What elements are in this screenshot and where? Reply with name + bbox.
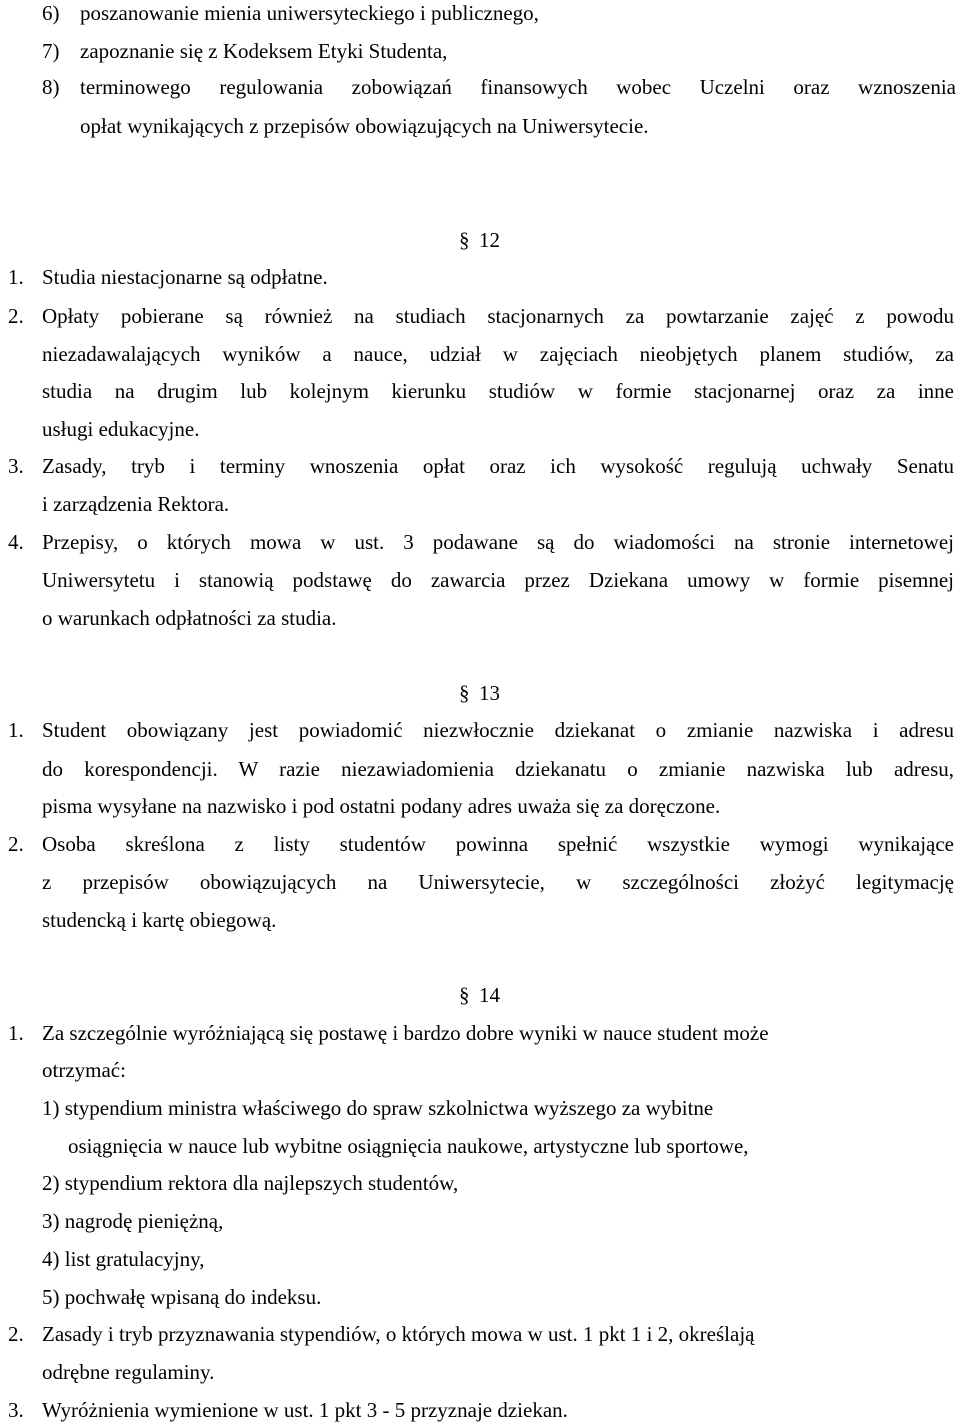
list-item-text: odrębne regulaminy. [42, 1360, 215, 1384]
section-sign-icon: § [459, 681, 470, 705]
list-item-number: 2. [8, 832, 24, 856]
list-item-text: Opłaty pobierane są również na studiach stacjonarnych za powtarzanie zajęć z powodu [42, 304, 954, 328]
list-item-text: otrzymać: [42, 1058, 126, 1082]
list-item-text: Studia niestacjonarne są odpłatne. [42, 265, 328, 289]
list-item-text: opłat wynikających z przepisów obowiązujących na Uniwersytecie. [80, 114, 649, 138]
list-item-text: Przepisy, o których mowa w ust. 3 podawane są do wiadomości na stronie internetowej [42, 530, 954, 554]
list-item-number: 1. [8, 718, 24, 742]
list-item-number: 2. [8, 1322, 24, 1346]
list-item-text: Osoba skreślona z listy studentów powinna spełnić wszystkie wymogi wynikające [42, 832, 954, 856]
list-item-text: Zasady i tryb przyznawania stypendiów, o których mowa w ust. 1 pkt 1 i 2, określają [42, 1322, 755, 1346]
list-item-text: Zasady, tryb i terminy wnoszenia opłat oraz ich wysokość regulują uchwały Senatu [42, 454, 954, 478]
sublist-item-text: 1) stypendium ministra właściwego do spraw szkolnictwa wyższego za wybitne [42, 1096, 714, 1120]
section-sign-icon: § [459, 228, 470, 252]
list-item-number: 4. [8, 530, 24, 554]
sublist-item-text: osiągnięcia w nauce lub wybitne osiągnięcia naukowe, artystyczne lub sportowe, [68, 1134, 749, 1158]
list-item-text: o warunkach odpłatności za studia. [42, 606, 337, 630]
list-item-text: zapoznanie się z Kodeksem Etyki Studenta, [80, 39, 448, 63]
list-item-text: do korespondencji. W razie niezawiadomienia dziekanatu o zmianie nazwiska lub adresu, [42, 757, 954, 781]
section-sign-icon: § [459, 983, 470, 1007]
list-item-text: z przepisów obowiązujących na Uniwersytecie, w szczególności złożyć legitymację [42, 870, 954, 894]
list-item-number: 8) [42, 75, 60, 99]
list-item-text: poszanowanie mienia uniwersyteckiego i publicznego, [80, 1, 539, 25]
list-item-text: Wyróżnienia wymienione w ust. 1 pkt 3 - 5 przyznaje dziekan. [42, 1398, 568, 1422]
list-item-number: 3. [8, 454, 24, 478]
section-heading-13: 13 [479, 681, 500, 705]
sublist-item-text: 2) stypendium rektora dla najlepszych studentów, [42, 1171, 459, 1195]
list-item-text: i zarządzenia Rektora. [42, 492, 230, 516]
list-item-text: niezadawalających wyników a nauce, udział w zajęciach nieobjętych planem studiów, za [42, 342, 954, 366]
list-item-text: Uniwersytetu i stanowią podstawę do zawarcia przez Dziekana umowy w formie pisemnej [42, 568, 954, 592]
list-item-text: terminowego regulowania zobowiązań finansowych wobec Uczelni oraz wznoszenia [80, 75, 956, 99]
list-item-number: 2. [8, 304, 24, 328]
sublist-item-text: 5) pochwałę wpisaną do indeksu. [42, 1285, 322, 1309]
list-item-number: 7) [42, 39, 60, 63]
list-item-text: studia na drugim lub kolejnym kierunku studiów w formie stacjonarnej oraz za inne [42, 379, 954, 403]
list-item-number: 1. [8, 265, 24, 289]
list-item-number: 3. [8, 1398, 24, 1422]
sublist-item-text: 4) list gratulacyjny, [42, 1247, 205, 1271]
list-item-text: Student obowiązany jest powiadomić niezwłocznie dziekanat o zmianie nazwiska i adresu [42, 718, 954, 742]
list-item-text: studencką i kartę obiegową. [42, 908, 277, 932]
list-item-text: pisma wysyłane na nazwisko i pod ostatni podany adres uważa się za doręczone. [42, 794, 721, 818]
list-item-number: 6) [42, 1, 60, 25]
list-item-number: 1. [8, 1021, 24, 1045]
section-heading-12: 12 [479, 228, 500, 252]
section-heading-14: 14 [479, 983, 500, 1007]
list-item-text: Za szczególnie wyróżniającą się postawę i bardzo dobre wyniki w nauce student może [42, 1021, 769, 1045]
sublist-item-text: 3) nagrodę pieniężną, [42, 1209, 224, 1233]
list-item-text: usługi edukacyjne. [42, 417, 200, 441]
